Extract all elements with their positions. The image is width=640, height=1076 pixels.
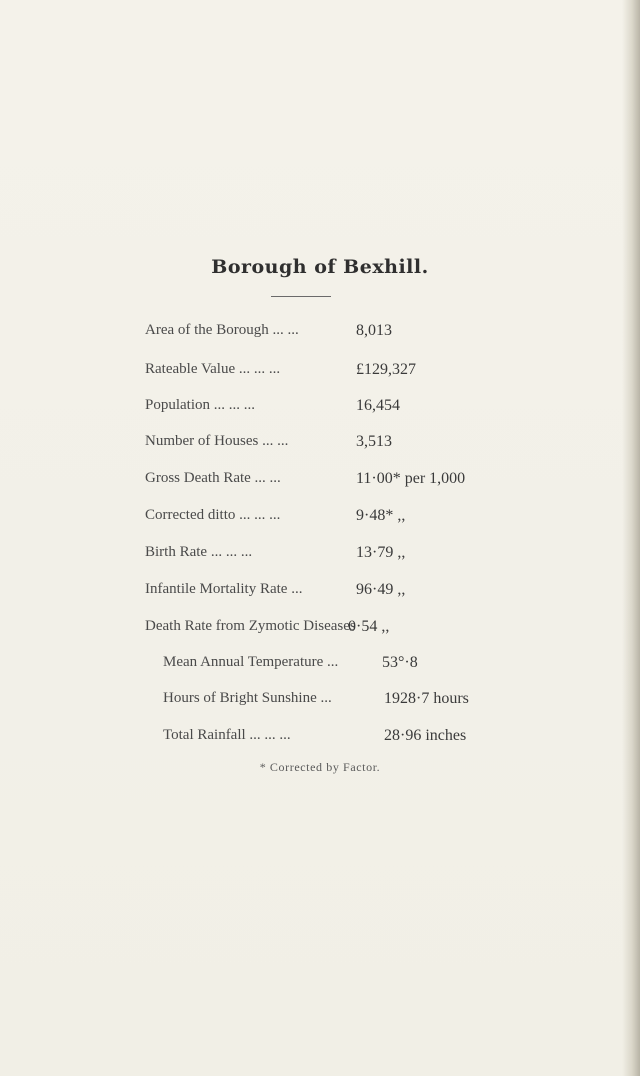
stat-label: Rateable Value ... ... ... xyxy=(145,361,281,377)
stat-row-houses xyxy=(0,433,640,457)
stat-value: 8,013 xyxy=(356,322,392,339)
page-edge-shadow xyxy=(622,0,640,1076)
stat-value: 9·48* ,, xyxy=(356,507,406,524)
stat-value: 3,513 xyxy=(356,433,392,450)
stat-value: £129,327 xyxy=(356,361,416,378)
stat-label: Mean Annual Temperature ... xyxy=(163,654,339,670)
stat-label: Number of Houses ... ... xyxy=(145,433,289,449)
footnote: * Corrected by Factor. xyxy=(259,760,381,774)
title-divider xyxy=(271,296,331,297)
stat-label: Area of the Borough ... ... xyxy=(145,322,299,338)
stat-label: Death Rate from Zymotic Diseases xyxy=(145,618,356,634)
stat-label: Birth Rate ... ... ... xyxy=(145,544,253,560)
stat-row-area xyxy=(0,322,640,346)
stat-row-population xyxy=(0,397,640,421)
stat-value: 96·49 ,, xyxy=(356,581,406,598)
stat-label: Hours of Bright Sunshine ... xyxy=(163,690,332,706)
stat-row-rainfall xyxy=(0,727,640,751)
stat-value: 0·54 ,, xyxy=(348,618,390,635)
stat-row-mean-temperature xyxy=(0,654,640,678)
stat-row-infantile-mortality xyxy=(0,581,640,605)
stat-value: 28·96 inches xyxy=(384,727,467,744)
stat-row-rateable-value xyxy=(0,361,640,385)
stat-row-sunshine-hours xyxy=(0,690,640,714)
stat-row-birth-rate xyxy=(0,544,640,568)
stat-value: 16,454 xyxy=(356,397,400,414)
stat-row-gross-death-rate xyxy=(0,470,640,494)
stat-row-zymotic-death-rate xyxy=(0,618,640,642)
page-title: Borough of Bexhill. xyxy=(211,256,429,278)
stat-label: Population ... ... ... xyxy=(145,397,256,413)
stat-label: Corrected ditto ... ... ... xyxy=(145,507,281,523)
stat-value: 1928·7 hours xyxy=(384,690,469,707)
stat-value: 11·00* per 1,000 xyxy=(356,470,466,487)
stat-row-corrected-ditto xyxy=(0,507,640,531)
stat-value: 53°·8 xyxy=(382,654,418,671)
stat-label: Gross Death Rate ... ... xyxy=(145,470,281,486)
stat-label: Total Rainfall ... ... ... xyxy=(163,727,291,743)
stat-value: 13·79 ,, xyxy=(356,544,406,561)
stat-label: Infantile Mortality Rate ... xyxy=(145,581,303,597)
